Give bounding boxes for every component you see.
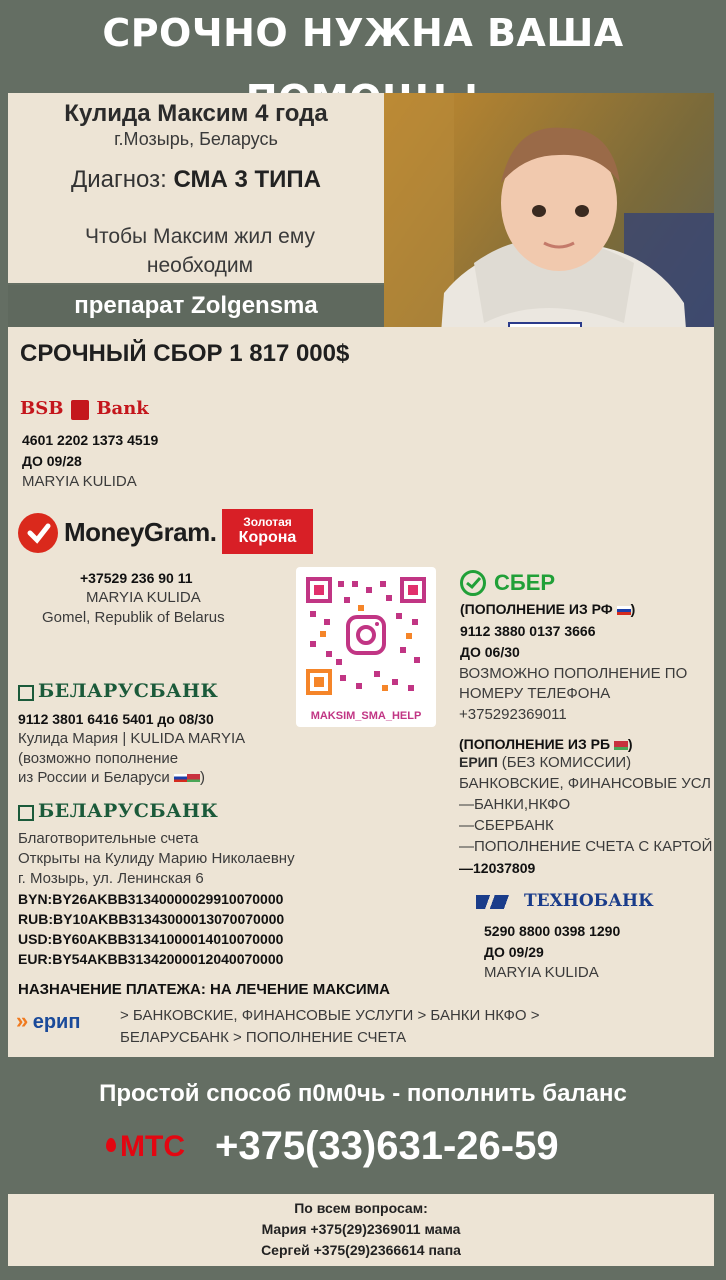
- technobank-logo: [476, 891, 654, 911]
- belarus-flag-icon: [187, 774, 200, 782]
- technobank-icon: [476, 895, 518, 909]
- contacts-title: По всем вопросам:: [294, 1200, 428, 1216]
- bsb-card-expiry: ДО 09/28: [22, 453, 82, 469]
- page-title: СРОЧНО НУЖНА ВАША: [102, 11, 624, 55]
- sber-rb-title: (ПОПОЛНЕНИЕ ИЗ РБ ): [459, 736, 633, 752]
- belarusbank-icon: [18, 685, 34, 701]
- sber-rf-title-text: (ПОПОЛНЕНИЕ ИЗ РФ: [460, 601, 613, 617]
- charity-accounts-title: Благотворительные счета: [18, 830, 199, 847]
- erip-path-2: БЕЛАРУСБАНК > ПОПОЛНЕНИЕ СЧЕТА: [120, 1029, 407, 1046]
- sber-path-1: БАНКОВСКИЕ, ФИНАНСОВЫЕ УСЛ: [459, 775, 711, 792]
- technobank-card-number: 5290 8800 0398 1290: [484, 923, 621, 939]
- sber-rb-title-text: (ПОПОЛНЕНИЕ ИЗ РБ: [459, 736, 611, 752]
- sber-phone-note-2: НОМЕРУ ТЕЛЕФОНА: [459, 685, 611, 702]
- sber-phone-note-1: ВОЗМОЖНО ПОПОЛНЕНИЕ ПО: [459, 665, 688, 682]
- sber-card-expiry: ДО 06/30: [460, 644, 520, 660]
- moneygram-icon: [18, 513, 58, 553]
- moneygram-logo: MoneyGram.: [64, 517, 217, 547]
- technobank-logo-text: ТЕХНОБАНК: [524, 891, 654, 911]
- sber-logo: СБЕР: [494, 570, 556, 595]
- sber-path-5: —12037809: [459, 860, 536, 876]
- sber-phone: +375292369011: [459, 706, 567, 723]
- belarusbank-logo-text-1: БЕЛАРУСБАНК: [38, 680, 219, 702]
- patient-city: г.Мозырь, Беларусь: [114, 129, 278, 149]
- korona-top: Золотая: [243, 515, 292, 529]
- belarusbank-logo-1: [18, 680, 218, 702]
- russia-flag-icon: [174, 774, 187, 782]
- moneygram-name: MARYIA KULIDA: [86, 589, 201, 606]
- sber-path-4: —ПОПОЛНЕНИЕ СЧЕТА С КАРТОЙ: [459, 838, 713, 855]
- mts-logo: МТС: [120, 1130, 185, 1163]
- bsb-card-number: 4601 2202 1373 4519: [22, 432, 159, 448]
- belarusbank-icon: [18, 805, 34, 821]
- belarusbank-card-number: 9112 3801 6416 5401 до 08/30: [18, 711, 214, 727]
- account-eur: EUR:BY54AKBB31342000012040070000: [18, 951, 284, 967]
- qr-handle: MAKSIM_SMA_HELP: [310, 710, 422, 722]
- balance-title: Простой способ п0м0чь - пополнить баланс: [99, 1080, 627, 1107]
- zolotaya-korona-logo: [222, 509, 313, 554]
- fundraising-amount: СРОЧНЫЙ СБОР 1 817 000$: [20, 340, 350, 367]
- diagnosis-value: СМА 3 ТИПА: [173, 166, 321, 193]
- belarusbank-note-2: из России и Беларуси ): [18, 769, 205, 786]
- erip-path-1: > БАНКОВСКИЕ, ФИНАНСОВЫЕ УСЛУГИ > БАНКИ НКФО >: [120, 1007, 540, 1024]
- drug-banner: препарат Zolgensma: [8, 285, 384, 327]
- need-line-1: Чтобы Максим жил ему: [84, 225, 316, 248]
- charity-accounts-owner: Открыты на Кулиду Марию Николаевну: [18, 850, 295, 867]
- technobank-card-holder: MARYIA KULIDA: [484, 964, 599, 981]
- sber-rf-title: (ПОПОЛНЕНИЕ ИЗ РФ ): [460, 601, 636, 617]
- contact-father: Сергей +375(29)2366614 папа: [261, 1242, 461, 1258]
- diagnosis: [8, 166, 384, 194]
- sber-path-2: —БАНКИ,НКФО: [459, 796, 571, 813]
- bsb-logo-text-bank: Bank: [96, 398, 149, 419]
- belarusbank-note-1: (возможно пополнение: [18, 750, 179, 767]
- account-usd: USD:BY60AKBB31341000014010070000: [18, 931, 284, 947]
- account-byn: BYN:BY26AKBB31340000029910070000: [18, 891, 284, 907]
- charity-accounts-address: г. Мозырь, ул. Ленинская 6: [18, 870, 204, 887]
- need-line-2: необходим: [146, 254, 254, 277]
- payment-purpose: НАЗНАЧЕНИЕ ПЛАТЕЖА: НА ЛЕЧЕНИЕ МАКСИМА: [18, 981, 390, 998]
- korona-bottom: Корона: [238, 529, 297, 546]
- mts-phone-row: [0, 1124, 726, 1178]
- erip-logo: [16, 1008, 80, 1034]
- need-text: [40, 222, 360, 280]
- sber-erip-note: (БЕЗ КОМИССИИ): [501, 754, 632, 771]
- sber-card-number: 9112 3880 0137 3666: [460, 623, 596, 639]
- belarusbank-card-holder: Кулида Мария | KULIDA MARYIA: [18, 730, 246, 747]
- mts-phone-number[interactable]: +375(33)631-26-59: [215, 1124, 559, 1168]
- contacts-card: [8, 1194, 714, 1266]
- moneygram-address: Gomel, Republik of Belarus: [42, 609, 225, 626]
- contact-mother: Мария +375(29)2369011 мама: [261, 1221, 461, 1237]
- bsb-bank-logo: [20, 398, 149, 424]
- sber-icon: [460, 570, 486, 596]
- erip-logo-text: ерип: [32, 1011, 81, 1033]
- belarusbank-logo-2: [18, 800, 218, 822]
- bsb-logo-text: BSB: [20, 398, 64, 419]
- moneygram-phone: +37529 236 90 11: [80, 570, 193, 586]
- bsb-shield-icon: [71, 400, 89, 420]
- technobank-card-expiry: ДО 09/29: [484, 944, 544, 960]
- sber-path-3: —СБЕРБАНК: [459, 817, 554, 834]
- bsb-card-holder: MARYIA KULIDA: [22, 473, 137, 490]
- patient-name: Кулида Максим 4 года: [64, 100, 328, 127]
- sber-erip-label: ЕРИП: [459, 754, 498, 770]
- diagnosis-label: Диагноз:: [71, 166, 167, 193]
- belarus-flag-icon: [614, 741, 628, 750]
- belarusbank-note-2-text: из России и Беларуси: [18, 769, 170, 786]
- mts-egg-icon: [106, 1138, 116, 1152]
- account-rub: RUB:BY10AKBB31343000013070070000: [18, 911, 285, 927]
- sber-erip: [459, 754, 631, 771]
- belarusbank-logo-text-2: БЕЛАРУСБАНК: [38, 800, 219, 822]
- instagram-qr[interactable]: [296, 567, 436, 727]
- erip-arrows-icon: »: [16, 1008, 29, 1033]
- russia-flag-icon: [617, 606, 631, 615]
